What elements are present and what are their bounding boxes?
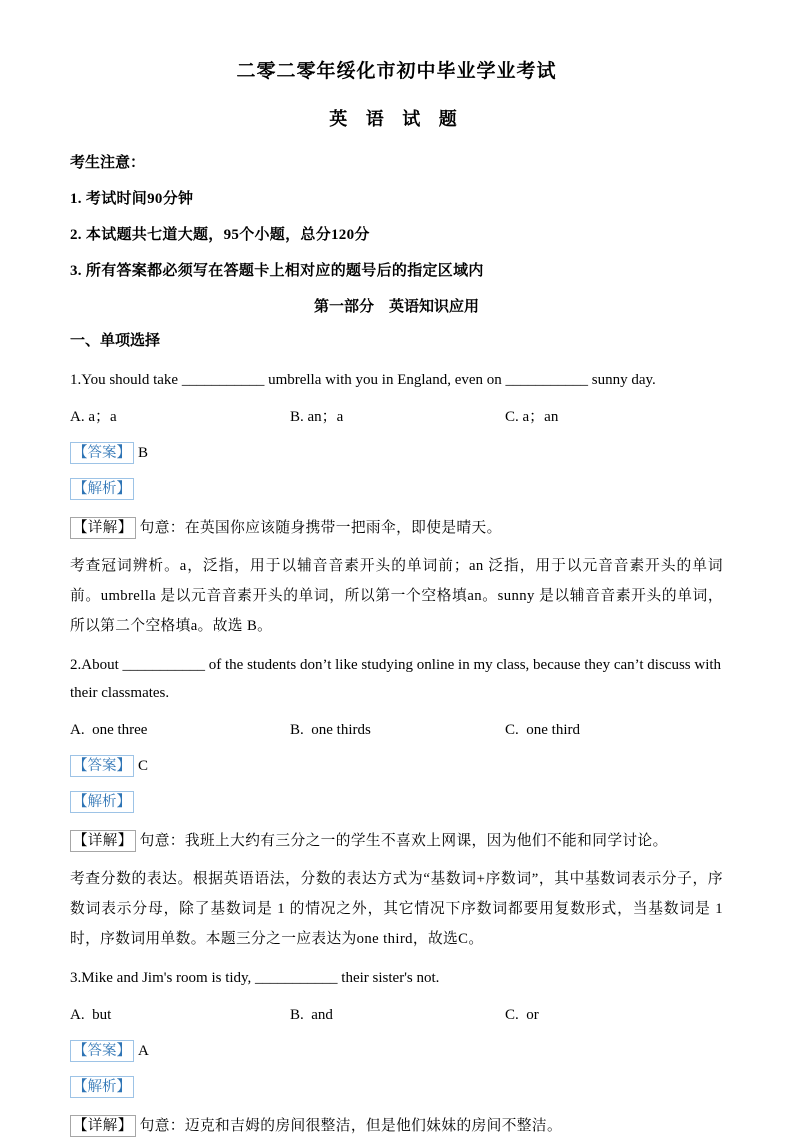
question-2-options-row xyxy=(70,718,723,742)
question-2-detail-body: 考查分数的表达。根据英语语法，分数的表达方式为“基数词+序数词”，其中基数词表示分子，序数词表示分母，除了基数词是 1 的情况之外，其它情况下序数词都要用复数形式，当基数词是 1 时，序数词用单数。本题三分之一应表达为one third，故选C。 xyxy=(70,871,723,947)
section-heading: 一、单项选择 xyxy=(70,333,161,349)
detail-label: 【详解】 xyxy=(70,1115,136,1137)
question-2 xyxy=(70,651,723,954)
notice-heading: 考生注意： xyxy=(70,155,146,171)
question-3-detail-intro: 句意：迈克和吉姆的房间很整洁，但是他们妹妹的房间不整洁。 xyxy=(139,1118,563,1134)
analysis-label: 【解析】 xyxy=(70,1076,134,1098)
answer-label: 【答案】 xyxy=(70,1040,134,1062)
question-1-answer-line xyxy=(70,441,723,465)
notice-item-1: 1. 考试时间90分钟 xyxy=(70,191,194,207)
detail-label: 【详解】 xyxy=(70,830,136,852)
question-1-detail-intro: 句意：在英国你应该随身携带一把雨伞，即使是晴天。 xyxy=(139,520,502,536)
notice-item-3: 3. 所有答案都必须写在答题卡上相对应的题号后的指定区域内 xyxy=(70,263,484,279)
notice-item-2: 2. 本试题共七道大题，95个小题，总分120分 xyxy=(70,227,370,243)
question-1-detail-body: 考查冠词辨析。a，泛指，用于以辅音音素开头的单词前；an 泛指，用于以元音音素开头的单词前。umbrella 是以元音音素开头的单词，所以第一个空格填an。sunny 是以辅音音素开头的单词，所以第二个空格填a。故选 B。 xyxy=(70,558,723,634)
question-3 xyxy=(70,964,723,1141)
answer-label: 【答案】 xyxy=(70,755,134,777)
question-3-option-a: A. but xyxy=(70,1007,112,1023)
question-1 xyxy=(70,366,723,641)
question-3-option-b: B. and xyxy=(290,1007,333,1023)
question-2-option-b: B. one thirds xyxy=(290,722,371,738)
question-3-option-c: C. or xyxy=(505,1007,539,1023)
question-1-option-c: C. a；an xyxy=(505,409,559,425)
question-1-option-a: A. a；a xyxy=(70,409,117,425)
question-3-analysis-line xyxy=(70,1075,723,1099)
question-2-answer-line xyxy=(70,754,723,778)
question-2-detail-intro-line xyxy=(70,826,723,856)
question-1-detail-intro-line xyxy=(70,513,723,543)
question-3-options-row xyxy=(70,1003,723,1027)
question-2-answer-value: C xyxy=(138,758,149,774)
question-2-option-a: A. one three xyxy=(70,722,148,738)
question-1-stem: 1.You should take ___________ umbrella with you in England, even on ___________ sunny day. xyxy=(70,372,656,388)
question-1-option-b: B. an；a xyxy=(290,409,344,425)
analysis-label: 【解析】 xyxy=(70,478,134,500)
question-2-analysis-line xyxy=(70,790,723,814)
question-1-options-row xyxy=(70,405,723,429)
question-3-detail-intro-line xyxy=(70,1111,723,1141)
question-1-analysis-line xyxy=(70,477,723,501)
exam-subtitle: 英 语 试 题 xyxy=(329,109,464,129)
question-3-stem: 3.Mike and Jim's room is tidy, ___________ their sister's not. xyxy=(70,970,440,986)
analysis-label: 【解析】 xyxy=(70,791,134,813)
question-3-answer-line xyxy=(70,1039,723,1063)
question-1-answer-value: B xyxy=(138,445,149,461)
exam-title: 二零二零年绥化市初中毕业学业考试 xyxy=(236,61,557,82)
question-2-stem: 2.About ___________ of the students don’t like studying online in my class, because they can’t discuss with their classmates. xyxy=(70,657,722,701)
detail-label: 【详解】 xyxy=(70,517,136,539)
answer-label: 【答案】 xyxy=(70,442,134,464)
question-2-option-c: C. one third xyxy=(505,722,580,738)
question-2-detail-intro: 句意：我班上大约有三分之一的学生不喜欢上网课，因为他们不能和同学讨论。 xyxy=(139,833,668,849)
question-3-answer-value: A xyxy=(138,1043,149,1059)
part-heading: 第一部分 英语知识应用 xyxy=(313,299,479,315)
